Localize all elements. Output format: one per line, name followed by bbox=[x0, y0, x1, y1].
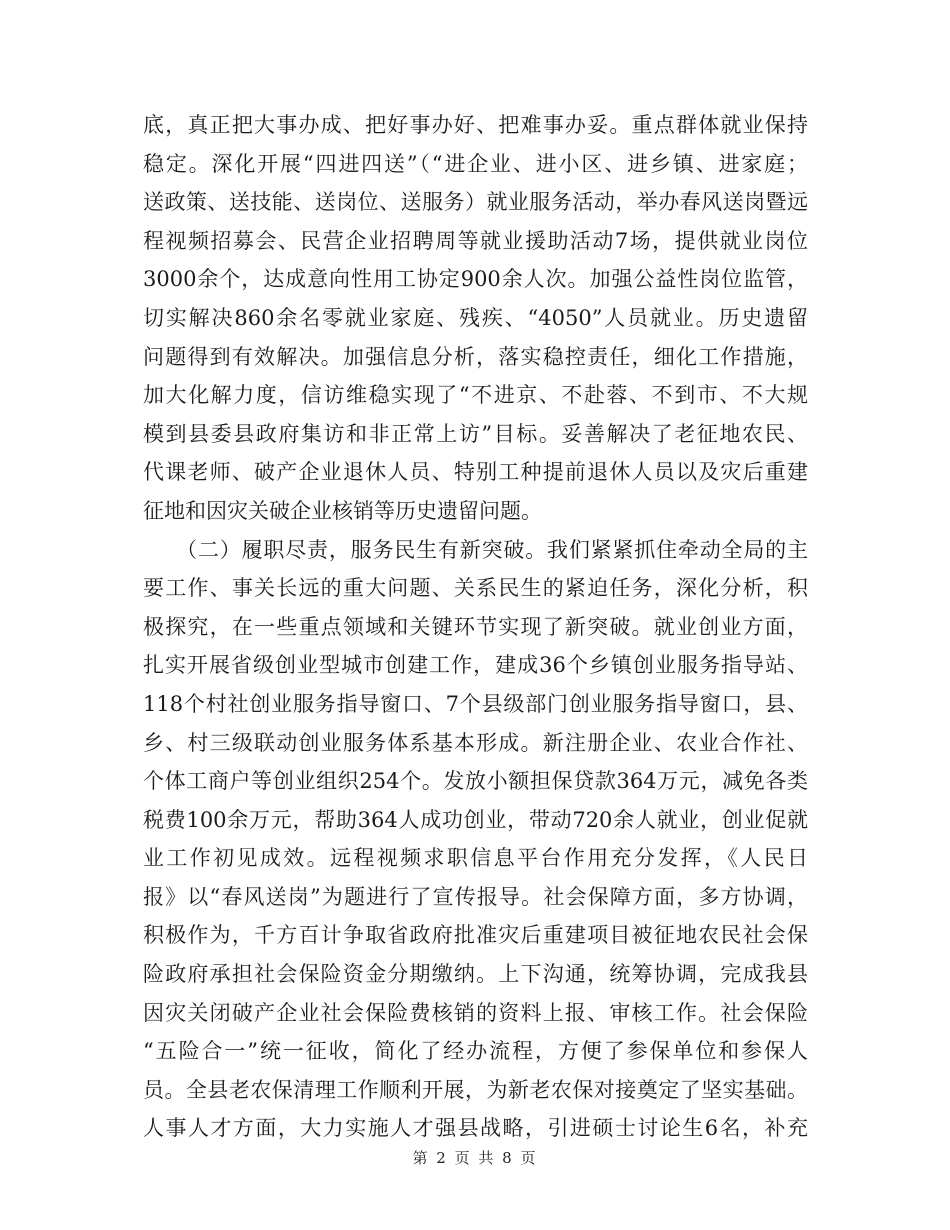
text-line: 扎实开展省级创业型城市创建工作，建成36个乡镇创业服务指导站、 bbox=[143, 653, 808, 678]
text-line-paragraph-end: 征地和因灾关破企业核销等历史遗留问题。 bbox=[143, 498, 542, 523]
text-line: 问题得到有效解决。加强信息分析，落实稳控责任，细化工作措施， bbox=[143, 344, 808, 369]
body-text bbox=[143, 106, 808, 1148]
text-line: 稳定。深化开展“四进四送”（“进企业、进小区、进乡镇、进家庭； bbox=[143, 151, 808, 176]
text-line: 程视频招募会、民营企业招聘周等就业援助活动7场，提供就业岗位 bbox=[143, 228, 808, 253]
text-line: 因灾关闭破产企业社会保险费核销的资料上报、审核工作。社会保险 bbox=[143, 1000, 808, 1025]
text-line: 乡、村三级联动创业服务体系基本形成。新注册企业、农业合作社、 bbox=[143, 730, 808, 755]
text-line: 险政府承担社会保险资金分期缴纳。上下沟通，统筹协调，完成我县 bbox=[143, 962, 808, 987]
text-line: 要工作、事关长远的重大问题、关系民生的紧迫任务，深化分析，积 bbox=[143, 576, 808, 601]
text-line: 3000余个，达成意向性用工协定900余人次。加强公益性岗位监管， bbox=[143, 267, 808, 292]
text-line: 业工作初见成效。远程视频求职信息平台作用充分发挥，《人民日 bbox=[143, 846, 808, 871]
text-line: 员。全县老农保清理工作顺利开展，为新老农保对接奠定了坚实基础。 bbox=[143, 1077, 808, 1102]
text-line: 积极作为，千方百计争取省政府批准灾后重建项目被征地农民社会保 bbox=[143, 923, 808, 948]
page-number-footer: 第 2 页 共 8 页 bbox=[412, 1149, 538, 1167]
text-line: 代课老师、破产企业退休人员、特别工种提前退休人员以及灾后重建 bbox=[143, 460, 808, 485]
text-line: 加大化解力度，信访维稳实现了“不进京、不赴蓉、不到市、不大规 bbox=[143, 383, 808, 408]
text-line: 底，真正把大事办成、把好事办好、把难事办妥。重点群体就业保持 bbox=[143, 113, 808, 137]
text-line: 送政策、送技能、送岗位、送服务）就业服务活动，举办春风送岗暨远 bbox=[143, 190, 808, 215]
text-line: 切实解决860余名零就业家庭、残疾、“4050”人员就业。历史遗留 bbox=[143, 305, 808, 330]
text-line: 118个村社创业服务指导窗口、7个县级部门创业服务指导窗口，县、 bbox=[143, 691, 808, 716]
text-line: 个体工商户等创业组织254个。发放小额担保贷款364万元，减免各类 bbox=[143, 769, 808, 794]
text-line: 人事人才方面，大力实施人才强县战略，引进硕士讨论生6名，补充 bbox=[143, 1116, 808, 1141]
text-line: 模到县委县政府集访和非正常上访”目标。妥善解决了老征地农民、 bbox=[143, 421, 808, 446]
text-line-paragraph-start: （二）履职尽责，服务民生有新突破。我们紧紧抓住牵动全局的主 bbox=[143, 537, 808, 562]
text-line: 报》以“春风送岗”为题进行了宣传报导。社会保障方面，多方协调， bbox=[143, 884, 808, 909]
text-line: 税费100余万元，帮助364人成功创业，带动720余人就业，创业促就 bbox=[143, 807, 808, 832]
text-line: “五险合一”统一征收，简化了经办流程，方便了参保单位和参保人 bbox=[143, 1039, 808, 1064]
text-line: 极探究，在一些重点领域和关键环节实现了新突破。就业创业方面， bbox=[143, 614, 808, 639]
